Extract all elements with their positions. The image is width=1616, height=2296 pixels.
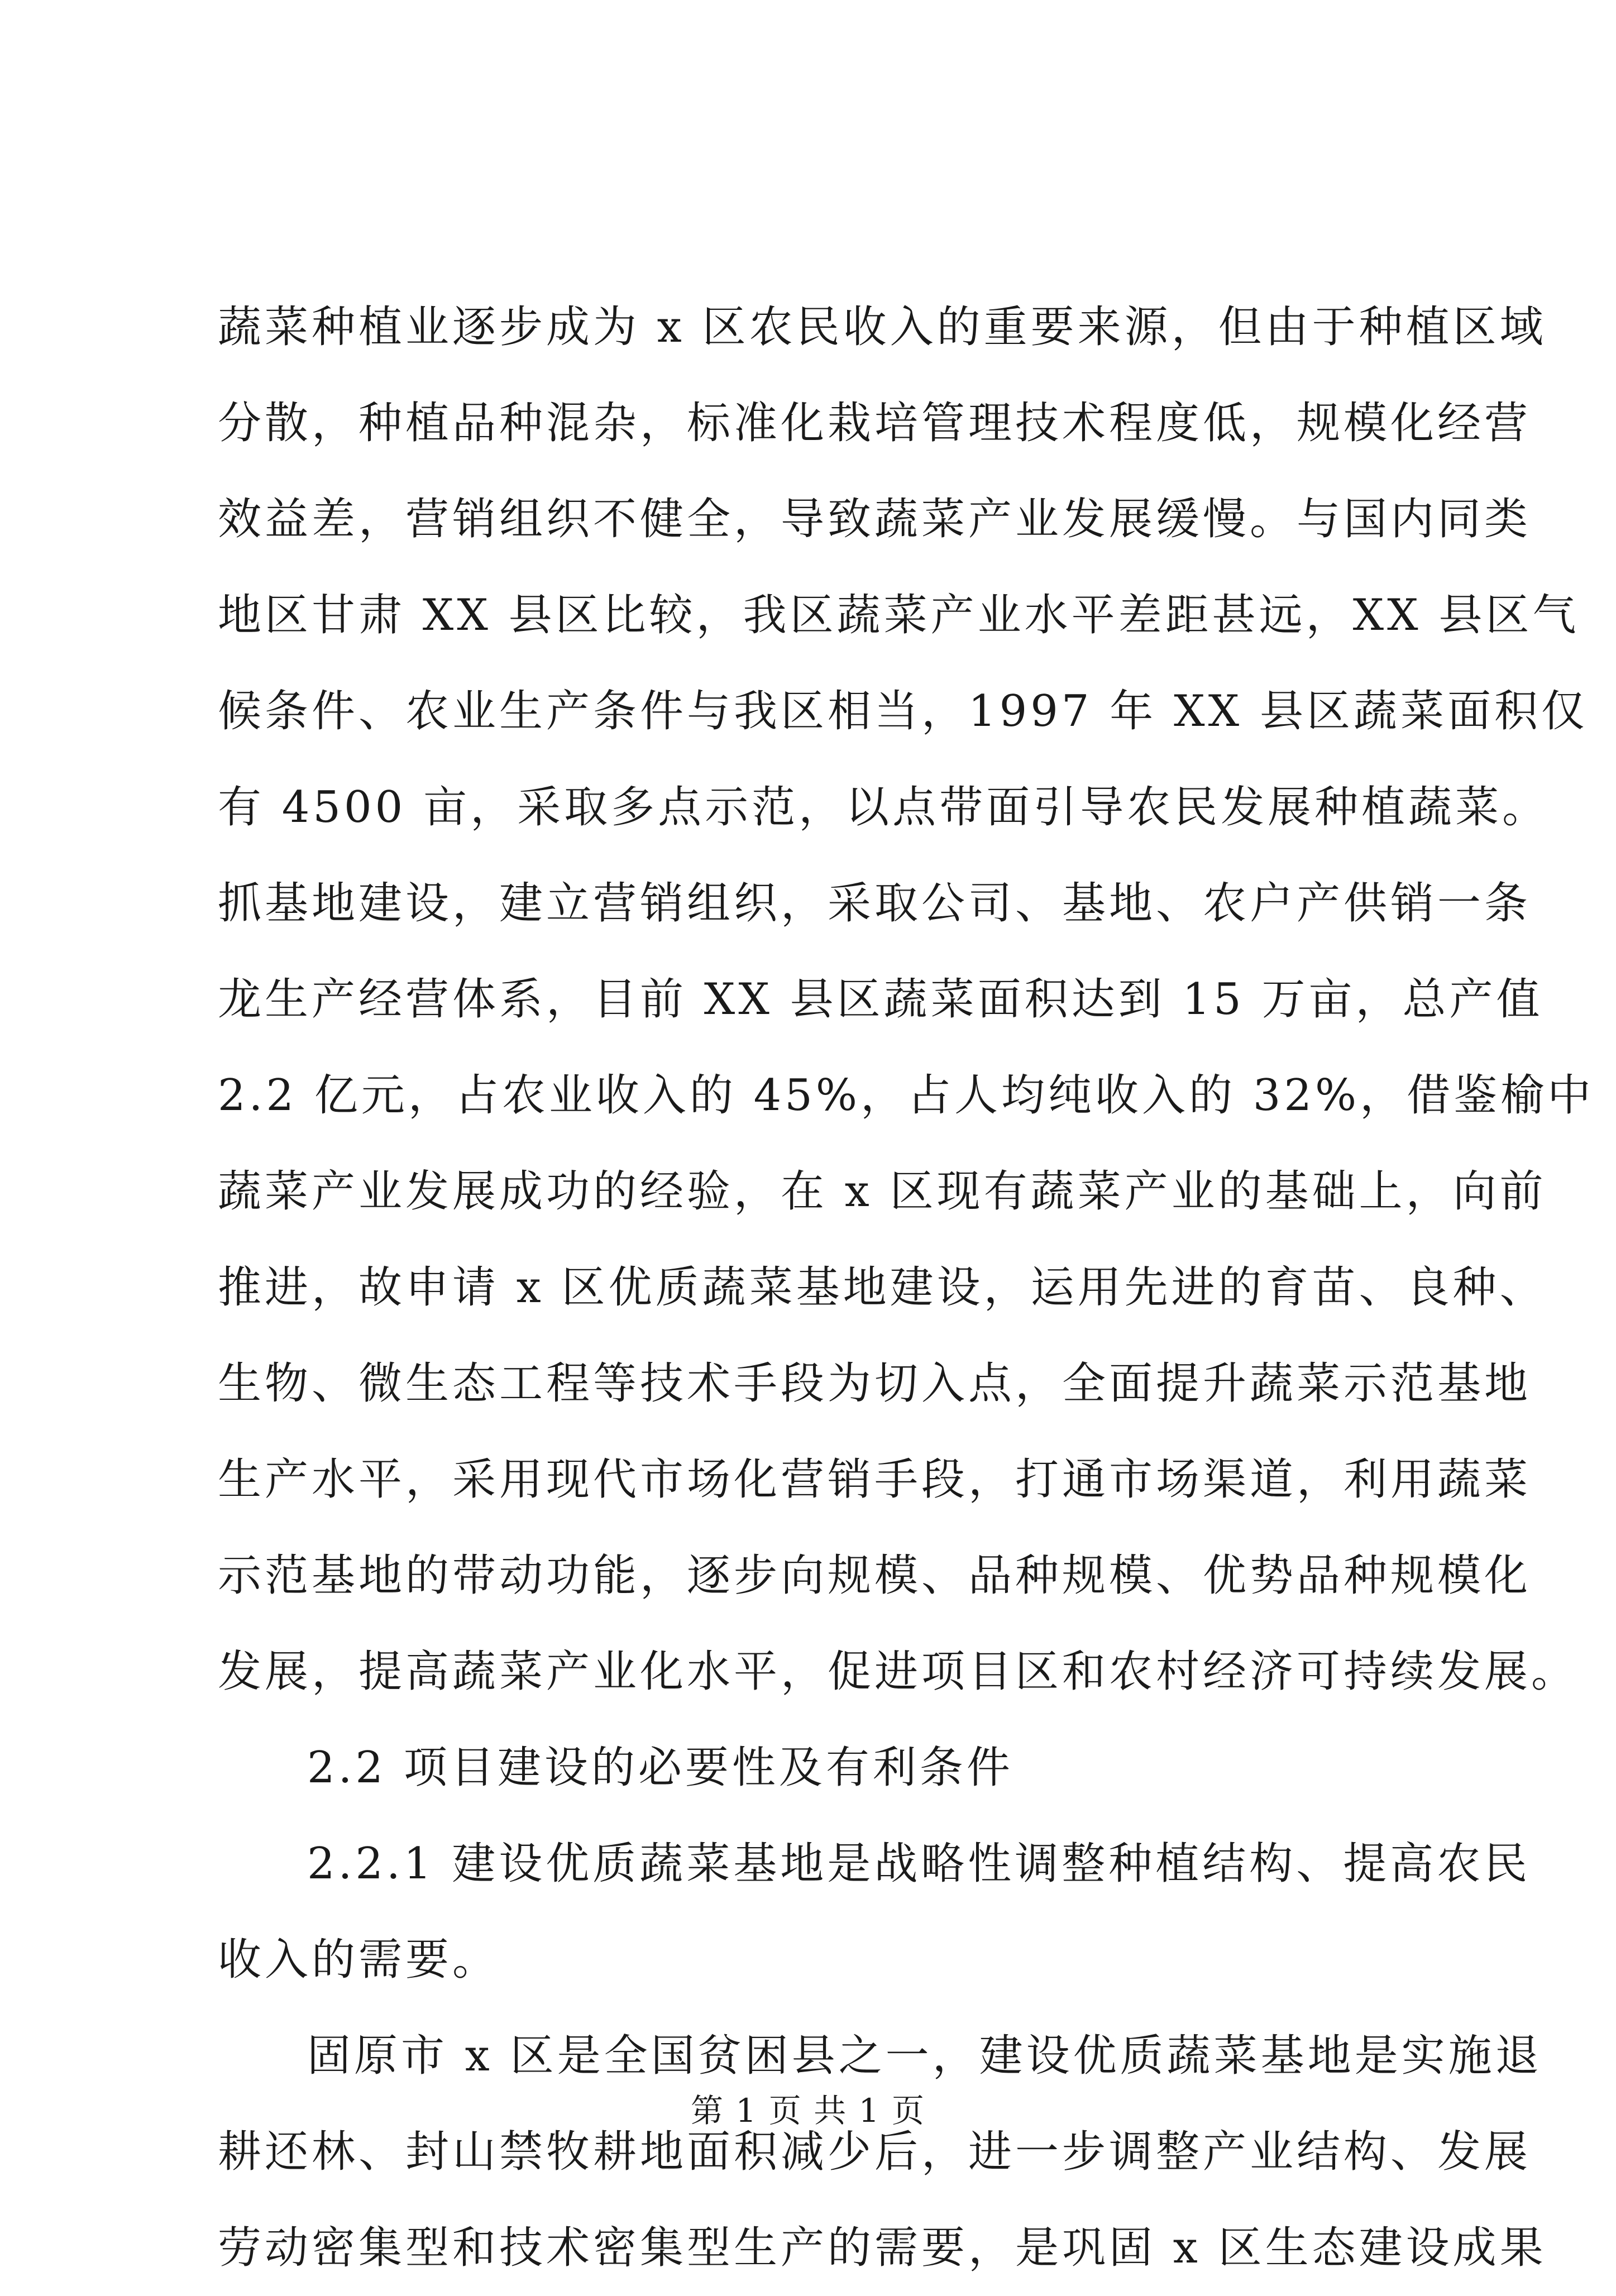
subsection-heading: 2.2.1 建设优质蔬菜基地是战略性调整种植结构、提高农民 bbox=[307, 1839, 1531, 1889]
text-line: 生物、微生态工程等技术手段为切入点，全面提升蔬菜示范基地 bbox=[218, 1359, 1532, 1409]
text-line: 效益差，营销组织不健全，导致蔬菜产业发展缓慢。与国内同类 bbox=[218, 494, 1532, 544]
text-line: 蔬菜产业发展成功的经验，在 x 区现有蔬菜产业的基础上，向前 bbox=[218, 1166, 1547, 1217]
text-line: 有 4500 亩，采取多点示范，以点带面引导农民发展种植蔬菜。 bbox=[218, 782, 1550, 833]
section-heading: 2.2 项目建设的必要性及有利条件 bbox=[307, 1743, 1013, 1793]
text-line: 2.2 亿元，占农业收入的 45%，占人均纯收入的 32%，借鉴榆中 bbox=[218, 1070, 1595, 1121]
text-line: 蔬菜种植业逐步成为 x 区农民收入的重要来源，但由于种植区域 bbox=[218, 302, 1547, 352]
subsection-heading-continued: 收入的需要。 bbox=[218, 1935, 500, 1985]
text-line: 推进，故申请 x 区优质蔬菜基地建设，运用先进的育苗、良种、 bbox=[218, 1262, 1547, 1313]
text-line: 耕还林、封山禁牧耕地面积减少后，进一步调整产业结构、发展 bbox=[218, 2127, 1532, 2177]
document-body bbox=[218, 279, 1595, 2296]
text-line: 固原市 x 区是全国贫困县之一，建设优质蔬菜基地是实施退 bbox=[307, 2031, 1542, 2081]
text-line: 劳动密集型和技术密集型生产的需要，是巩固 x 区生态建设成果 bbox=[218, 2223, 1547, 2273]
text-line: 分散，种植品种混杂，标准化栽培管理技术程度低，规模化经营 bbox=[218, 398, 1532, 448]
text-line: 生产水平，采用现代市场化营销手段，打通市场渠道，利用蔬菜 bbox=[218, 1455, 1532, 1505]
text-line: 发展，提高蔬菜产业化水平，促进项目区和农村经济可持续发展。 bbox=[218, 1647, 1579, 1697]
text-line: 示范基地的带动功能，逐步向规模、品种规模、优势品种规模化 bbox=[218, 1551, 1532, 1601]
text-line: 龙生产经营体系，目前 XX 县区蔬菜面积达到 15 万亩，总产值 bbox=[218, 974, 1543, 1025]
page-footer: 第 1 页 共 1 页 bbox=[691, 2092, 925, 2130]
text-line: 地区甘肃 XX 县区比较，我区蔬菜产业水平差距甚远，XX 县区气 bbox=[218, 590, 1580, 640]
text-line: 候条件、农业生产条件与我区相当，1997 年 XX 县区蔬菜面积仅 bbox=[218, 686, 1588, 736]
text-line: 抓基地建设，建立营销组织，采取公司、基地、农户产供销一条 bbox=[218, 878, 1532, 929]
